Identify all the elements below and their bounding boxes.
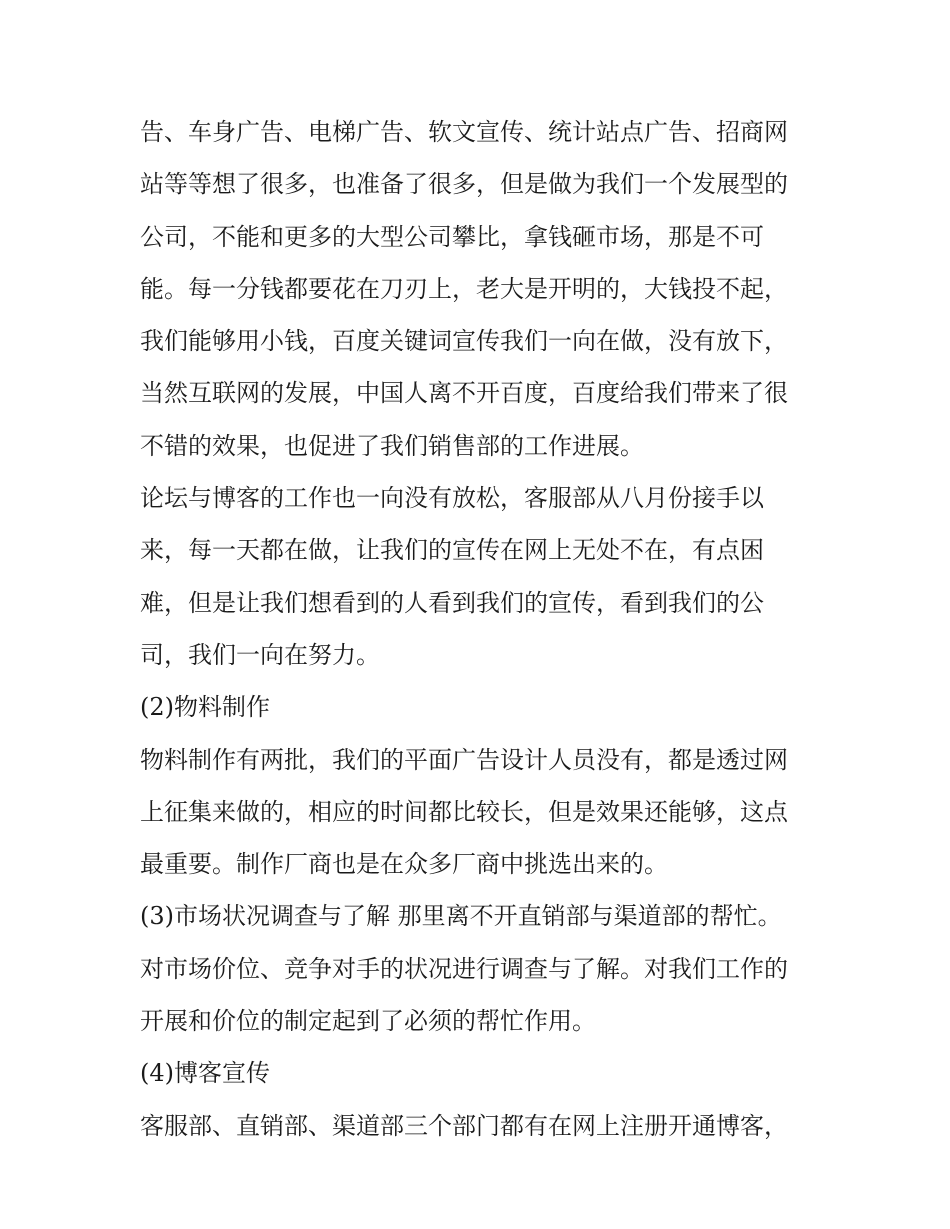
- text-line: 公司，不能和更多的大型公司攀比，拿钱砸市场，那是不可: [140, 222, 764, 251]
- text-line: 来，每一天都在做，让我们的宣传在网上无处不在，有点困: [140, 536, 764, 565]
- section-heading: (3)市场状况调查与了解 那里离不开直销部与渠道部的帮忙。: [140, 902, 782, 931]
- text-line: 开展和价位的制定起到了必须的帮忙作用。: [140, 1007, 596, 1036]
- text-line: 论坛与博客的工作也一向没有放松，客服部从八月份接手以: [140, 484, 764, 513]
- text-line: 对市场价位、竞争对手的状况进行调查与了解。对我们工作的: [140, 954, 788, 983]
- section-heading: (2)物料制作: [140, 693, 270, 722]
- text-line: 告、车身广告、电梯广告、软文宣传、统计站点广告、招商网: [140, 118, 788, 146]
- body-text: [140, 106, 820, 1152]
- text-line: 当然互联网的发展，中国人离不开百度，百度给我们带来了很: [140, 379, 788, 408]
- text-line: 能。每一分钱都要花在刀刃上，老大是开明的，大钱投不起，: [140, 274, 788, 303]
- text-line: 客服部、直销部、渠道部三个部门都有在网上注册开通博客，: [140, 1111, 788, 1140]
- text-line: 司，我们一向在努力。: [140, 640, 380, 669]
- text-line: 物料制作有两批，我们的平面广告设计人员没有，都是透过网: [140, 745, 788, 774]
- text-line: 我们能够用小钱，百度关键词宣传我们一向在做，没有放下，: [140, 327, 788, 356]
- text-line: 站等等想了很多，也准备了很多，但是做为我们一个发展型的: [140, 170, 788, 199]
- text-line: 难，但是让我们想看到的人看到我们的宣传，看到我们的公: [140, 588, 764, 617]
- text-line: 不错的效果，也促进了我们销售部的工作进展。: [140, 431, 644, 460]
- text-line: 最重要。制作厂商也是在众多厂商中挑选出来的。: [140, 850, 668, 879]
- section-heading: (4)博客宣传: [140, 1059, 270, 1088]
- text-line: 上征集来做的，相应的时间都比较长，但是效果还能够，这点: [140, 797, 788, 826]
